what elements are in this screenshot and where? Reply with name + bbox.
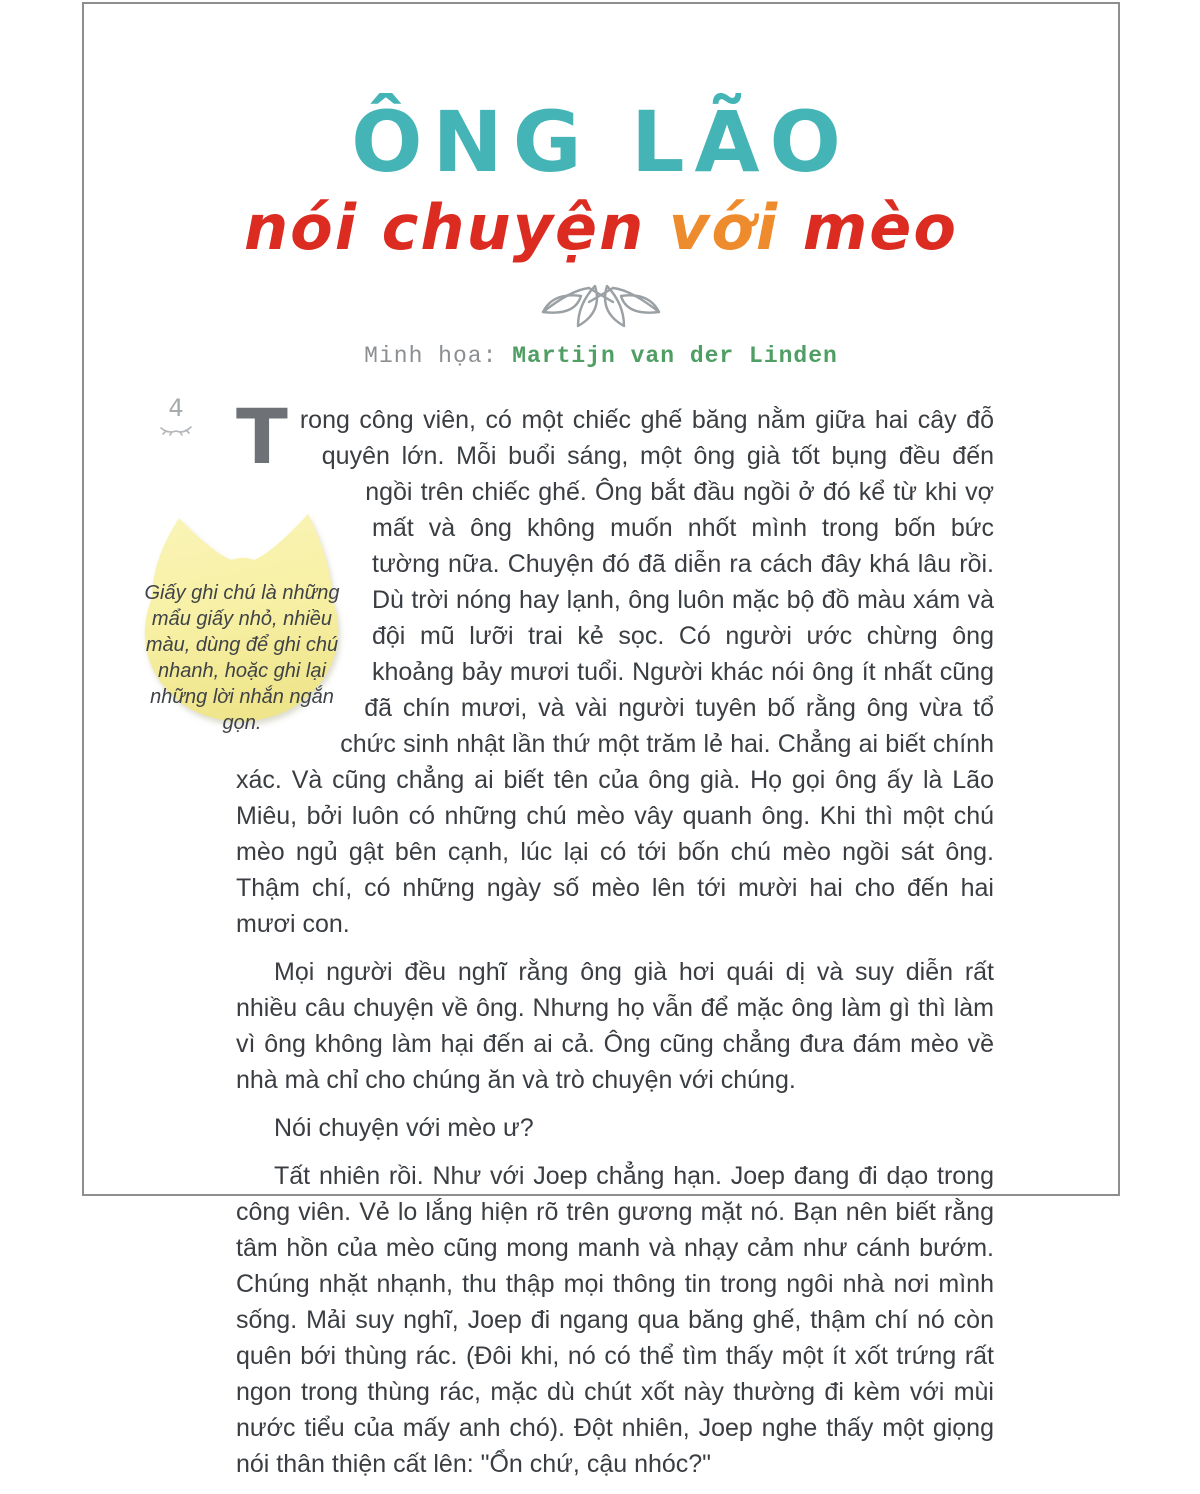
chapter-header: [84, 93, 1118, 370]
page-number: 4: [168, 394, 184, 422]
page-number-block: [146, 394, 206, 441]
sticky-note-text: Giấy ghi chú là những mẩu giấy nhỏ, nhiều màu, dùng để ghi chú nhanh, hoặc ghi lại những lời nhắn ngắn gọn.: [144, 582, 340, 734]
paragraph-3: Nói chuyện với mèo ư?: [274, 1114, 534, 1142]
credit-name: Martijn van der Linden: [512, 343, 838, 370]
subtitle-red-left: nói chuyện: [244, 191, 669, 264]
paragraph-1: [236, 392, 994, 942]
paragraph-1-text: rong công viên, có một chiếc ghế băng nằm giữa hai cây đỗ quyên lớn. Mỗi buổi sáng, một ông già tốt bụng đều đến ngồi trên chiếc ghế. Ông bắt đầu ngồi ở đó kể từ khi vợ mất và ông không muốn nhốt mình trong bốn bức tường nữa. Chuyện đó đã diễn ra cách đây khá lâu rồi. Dù trời nóng hay lạnh, ông luôn mặc bộ đồ màu xám và đội mũ lưỡi trai kẻ sọc. Có người ước chừng ông khoảng bảy mươi tuổi. Người khác nói ông ít nhất cũng đã chín mươi, và vài người tuyên bố rằng ông vừa tổ chức sinh nhật lần thứ một trăm lẻ hai. Chẳng ai biết chính xác. Và cũng chẳng ai biết tên của ông già. Họ gọi ông ấy là Lão Miêu, bởi luôn có những chú mèo vây quanh ông. Khi thì một chú mèo ngủ gật bên cạnh, lúc lại có tới bốn chú mèo ngồi sát ông. Thậm chí, có những ngày số mèo lên tới mười hai cho đến hai mươi con.: [236, 406, 994, 938]
illustrator-credit: [84, 343, 1118, 369]
whisker-ornament-icon: [146, 422, 206, 441]
leaf-ornament-icon: [84, 276, 1118, 333]
subtitle-orange-word: với: [668, 191, 780, 264]
book-page: [82, 2, 1120, 1478]
note-wrap-spacer: [236, 474, 372, 736]
story-text: [236, 392, 994, 1494]
chapter-subtitle: [84, 191, 1118, 264]
chapter-title: ÔNG LÃO: [351, 93, 851, 191]
drop-cap: T: [236, 392, 288, 481]
subtitle-red-right: mèo: [779, 191, 958, 264]
paragraph-2: Mọi người đều nghĩ rằng ông già hơi quái dị và suy diễn rất nhiều câu chuyện về ông. Nhưng họ vẫn để mặc ông làm gì thì làm vì ông không làm hại đến ai cả. Ông cũng chẳng đưa đám mèo về nhà mà chỉ cho chúng ăn và trò chuyện với chúng.: [236, 958, 994, 1094]
paragraph-4: Tất nhiên rồi. Như với Joep chẳng hạn. Joep đang đi dạo trong công viên. Vẻ lo lắng hiện rõ trên gương mặt nó. Bạn nên biết rằng tâm hồn của mèo cũng mong manh và nhạy cảm như cánh bướm. Chúng nhặt nhạnh, thu thập mọi thông tin trong ngôi nhà nơi mình sống. Mải suy nghĩ, Joep đi ngang qua băng ghế, thậm chí nó còn quên bới thùng rác. (Đôi khi, nó có thể tìm thấy một ít xốt trứng rất ngon trong thùng rác, mặc dù chút xốt này thường đi kèm với mùi nước tiểu của mấy anh chó). Đột nhiên, Joep nghe thấy một giọng nói thân thiện cất lên: "Ổn chứ, cậu nhóc?": [236, 1162, 994, 1478]
credit-label: Minh họa:: [364, 343, 513, 370]
